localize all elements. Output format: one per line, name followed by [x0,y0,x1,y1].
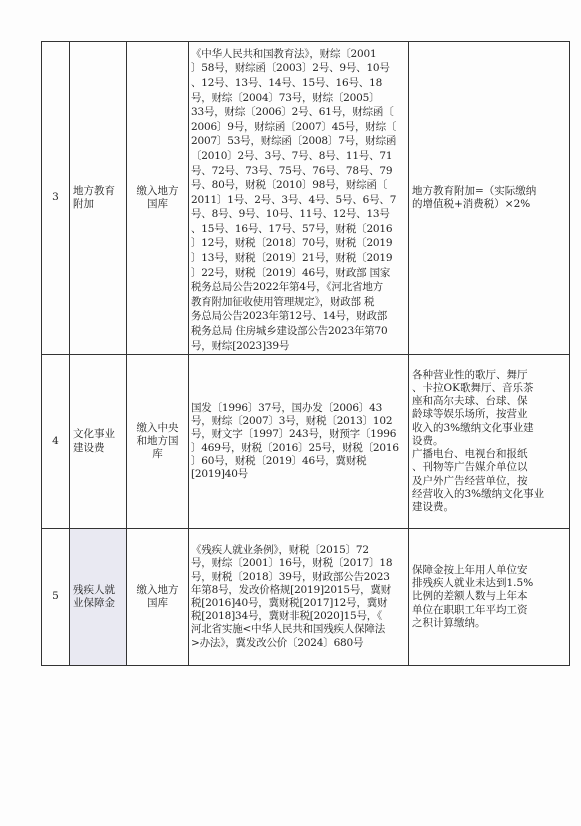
fee-name: 残疾人就 业保障金 [70,529,127,666]
fee-table [41,41,570,666]
collection-method: 各种营业性的歌厅、舞厅 、卡拉OK歌舞厅、音乐茶 座和高尔夫球、台球、保 龄球等娱乐场所，按营业 收入的3%缴纳文化事业建 设费。 广播电台、电视台和报纸 、刊物等广告媒介单位以 及户外广告经营单位，按 经营收入的3%缴纳文化事业 建设费。 [409,355,570,529]
treasury-destination: 缴入地方 国库 [127,42,189,355]
row-number: 3 [42,42,70,355]
legal-basis: 《中华人民共和国教育法》，财综〔2001 〕58号，财综函〔2003〕2号、9号、10号 、12号、13号、14号、15号、16号、18 号，财综〔2004〕73号，财综〔2005〕 33号，财综〔2006〕2号、61号，财综函〔 2006〕9号，财综函〔2007〕45号，财综〔 2007〕53号，财综函〔2008〕7号，财综函 〔2010〕2号、3号、7号、8号、11号、71 号、72号、73号、75号、76号、78号、79 号、80号，财税〔2010〕98号，财综函〔 2011〕1号、2号、3号、4号、5号、6号、7 号、8号、9号、10号、11号、12号、13号 、15号、16号、17号、57号，财税〔2016 〕12号，财税〔2018〕70号，财税〔2019 〕13号，财税〔2019〕21号，财税〔2019 〕22号，财税〔2019〕46号，财政部 国家 税务总局公告2022年第4号，《河北省地方 教育附加征收使用管理规定》，财政部 税 务总局公告2023年第12号、14号，财政部 税务总局 住房城乡建设部公告2023年第70 号，财综[2023]39号 [189,42,409,355]
legal-basis: 《残疾人就业条例》，财税〔2015〕72 号，财综〔2001〕16号，财税〔2017〕18 号，财税〔2018〕39号，财政部公告2023 年第8号，发改价格规[2019]2015号，冀财 税[2016]40号，冀财税[2017]12号，冀财 税[2018]34号，冀财非税[2020]15号，《 河北省实施<中华人民共和国残疾人保障法 >办法》，冀发改公价〔2024〕680号 [189,529,409,666]
fee-name: 文化事业 建设费 [70,355,127,529]
table-row [42,355,570,529]
table-row [42,529,570,666]
treasury-destination: 缴入中央 和地方国 库 [127,355,189,529]
row-number: 4 [42,355,70,529]
table-row [42,42,570,355]
legal-basis: 国发〔1996〕37号，国办发〔2006〕43 号，财综〔2007〕3号，财税〔2013〕102 号，财文字〔1997〕243号，财预字〔1996 〕469号，财税〔2016〕25号，财税〔2016 〕60号，财税〔2019〕46号，冀财税 [2019]40号 [189,355,409,529]
treasury-destination: 缴入地方 国库 [127,529,189,666]
row-number: 5 [42,529,70,666]
collection-method: 地方教育附加=（实际缴纳 的增值税+消费税）×2% [409,42,570,355]
fee-name: 地方教育 附加 [70,42,127,355]
collection-method: 保障金按上年用人单位安 排残疾人就业未达到1.5% 比例的差额人数与上年本 单位在职职工年平均工资 之积计算缴纳。 [409,529,570,666]
